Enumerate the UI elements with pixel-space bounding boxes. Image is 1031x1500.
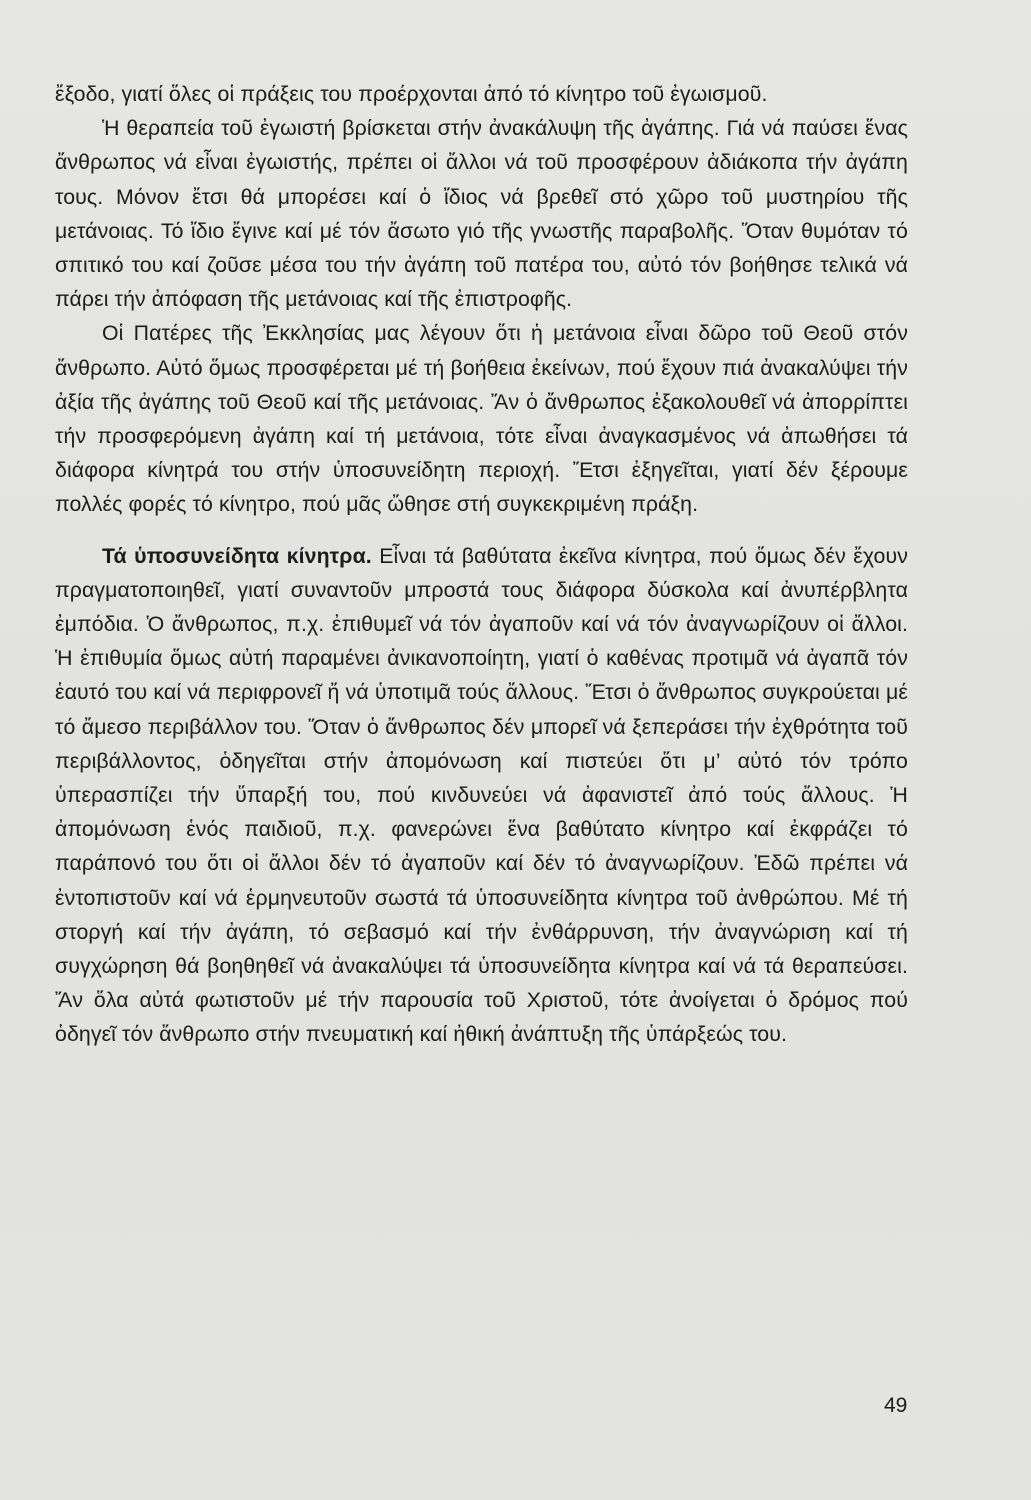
section-heading: Τά ὑποσυνείδητα κίνητρα. <box>102 543 372 568</box>
paragraph-therapy-of-egoist: Ἡ θεραπεία τοῦ ἐγωιστή βρίσκεται στήν ἀνακάλυψη τῆς ἀγάπης. Γιά νά παύσει ἕνας ἄνθρωπος νά εἶναι ἐγωιστής, πρέπει οἱ ἄλλοι νά τοῦ προσφέρουν ἀδιάκοπα τήν ἀγάπη τους. Μόνον ἔτσι θά μπορέσει καί ὁ ἴδιος νά βρεθεῖ στό χῶρο τοῦ μυστηρίου τῆς μετάνοιας. Τό ἴδιο ἔγινε καί μέ τόν ἄσωτο γιό τῆς γνωστῆς παραβολῆς. Ὅταν θυμόταν τό σπιτικό του καί ζοῦσε μέσα του τήν ἀγάπη τοῦ πατέρα του, αὐτό τόν βοήθησε τελικά νά πάρει τήν ἀπόφαση τῆς μετάνοιας καί τῆς ἐπιστροφῆς. <box>55 116 908 312</box>
page-number: 49 <box>884 1394 908 1417</box>
section-subconscious-motives <box>55 539 908 1052</box>
section-text: Εἶναι τά βαθύτατα ἐκεῖνα κίνητρα, πού ὅμως δέν ἔχουν πραγματοποιηθεῖ, γιατί συναντοῦν μπροστά τους διάφορα δύσκολα καί ἀνυπέρβλητα ἐμπόδια. Ὁ ἄνθρωπος, π.χ. ἐπιθυμεῖ νά τόν ἀγαποῦν καί νά τόν ἀναγνωρίζουν οἱ ἄλλοι. Ἡ ἐπιθυμία ὅμως αὐτή παραμένει ἀνικανοποίητη, γιατί ὁ καθένας προτιμᾶ νά ἀγαπᾶ τόν ἑαυτό του καί νά περιφρονεῖ ἤ νά ὑποτιμᾶ τούς ἄλλους. Ἔτσι ὁ ἄνθρωπος συγκρούεται μέ τό ἄμεσο περιβάλλον του. Ὅταν ὁ ἄνθρωπος δέν μπορεῖ νά ξεπεράσει τήν ἐχθρότητα τοῦ περιβάλλοντος, ὁδηγεῖται στήν ἀπομόνωση καί πιστεύει ὅτι μ’ αὐτό τόν τρόπο ὑπερασπίζει τήν ὕπαρξή του, πού κινδυνεύει νά ἀφανιστεῖ ἀπό τούς ἄλλους. Ἡ ἀπομόνωση ἑνός παιδιοῦ, π.χ. φανερώνει ἕνα βαθύτατο κίνητρο καί ἐκφράζει τό παράπονό του ὅτι οἱ ἄλλοι δέν τό ἀγαποῦν καί δέν τό ἀναγνωρίζουν. Ἐδῶ πρέπει νά ἐντοπιστοῦν καί νά ἑρμηνευτοῦν σωστά τά ὑποσυνείδητα κίνητρα τοῦ ἀνθρώπου. Μέ τή στοργή καί τήν ἀγάπη, τό σεβασμό καί τήν ἐνθάρρυνση, τήν ἀναγνώριση καί τή συγχώρηση θά βοηθηθεῖ νά ἀνακαλύψει τά ὑποσυνείδητα κίνητρα καί νά τά θεραπεύσει. Ἄν ὅλα αὐτά φωτιστοῦν μέ τήν παρουσία τοῦ Χριστοῦ, τότε ἀνοίγεται ὁ δρόμος πού ὁδηγεῖ τόν ἄνθρωπο στήν πνευματική καί ἠθική ἀνάπτυξη τῆς ὑπάρξεώς του. <box>55 543 909 1047</box>
body-text <box>55 77 908 1052</box>
paragraph-church-fathers: Οἱ Πατέρες τῆς Ἐκκλησίας μας λέγουν ὅτι ἡ μετάνοια εἶναι δῶρο τοῦ Θεοῦ στόν ἄνθρωπο. Αὐτό ὅμως προσφέρεται μέ τή βοήθεια ἐκείνων, πού ἔχουν πιά ἀνακαλύψει τήν ἀξία τῆς ἀγάπης τοῦ Θεοῦ καί τῆς μετάνοιας. Ἄν ὁ ἄνθρωπος ἐξακολουθεῖ νά ἀπορρίπτει τήν προσφερόμενη ἀγάπη καί τή μετάνοια, τότε εἶναι ἀναγκασμένος νά ἀπωθήσει τά διάφορα κίνητρά του στήν ὑποσυνείδητη περιοχή. Ἔτσι ἐξηγεῖται, γιατί δέν ξέρουμε πολλές φορές τό κίνητρο, πού μᾶς ὤθησε στή συγκεκριμένη πράξη. <box>55 321 908 517</box>
paragraph-continuation: ἔξοδο, γιατί ὅλες οἱ πράξεις του προέρχονται ἀπό τό κίνητρο τοῦ ἐγωισμοῦ. <box>55 82 768 106</box>
